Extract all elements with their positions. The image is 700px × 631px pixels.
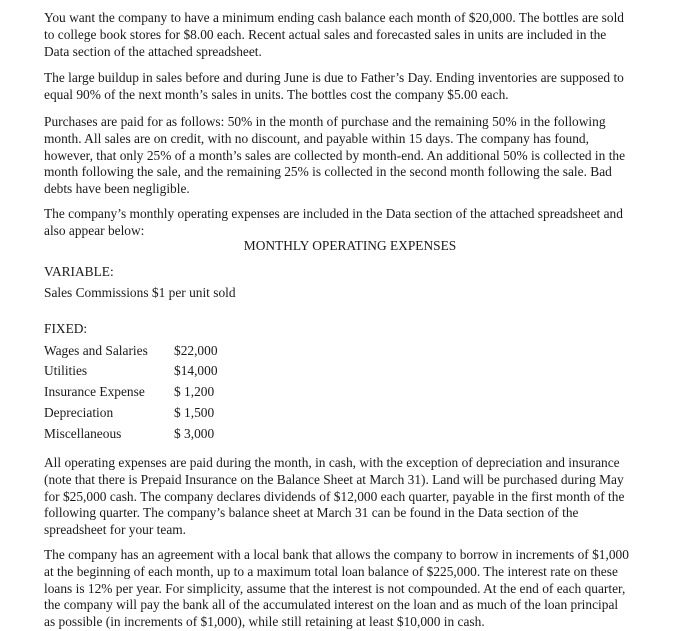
variable-label: VARIABLE: xyxy=(44,264,114,279)
paragraph-inventory xyxy=(44,70,656,104)
paragraph-payment-terms xyxy=(44,455,656,539)
text-line: The company’s monthly operating expenses are included in the Data section of the attached spreadsheet and xyxy=(44,206,623,221)
text-line: (note that there is Prepaid Insurance on the Balance Sheet at March 31). Land will be purchased during May xyxy=(44,471,624,487)
text-line: equal 90% of the next month’s sales in units. The bottles cost the company $5.00 each. xyxy=(44,86,509,102)
text-line: loans is 12% per year. For simplicity, assume that the interest is not compounded. At the end of each quarter, xyxy=(44,580,626,596)
text-line: also appear below: xyxy=(44,222,145,238)
expense-amount: $14,000 xyxy=(174,363,218,378)
text-line: debts have been negligible. xyxy=(44,181,190,197)
expenses-heading: MONTHLY OPERATING EXPENSES xyxy=(243,238,457,253)
text-line: Data section of the attached spreadsheet. xyxy=(44,43,262,59)
text-line: however, that only 25% of a month’s sales are collected by month-end. An additional 50% is collected in the xyxy=(44,147,626,163)
expense-amount: $ 3,000 xyxy=(174,426,215,441)
text-line: at the beginning of each month, up to a maximum total loan balance of $225,000. The interest rate on these xyxy=(44,563,618,579)
expense-name: Miscellaneous xyxy=(44,426,122,441)
fixed-expense-row xyxy=(44,384,244,402)
paragraph-operating-expenses-intro xyxy=(44,206,656,240)
text-line: month following the sale, and the remaining 25% is collected in the second month following the sale. Bad xyxy=(44,164,612,180)
text-line: The company has an agreement with a local bank that allows the company to borrow in increments of $1,000 xyxy=(44,547,629,562)
text-line: month. All sales are on credit, with no discount, and payable within 15 days. The company has found, xyxy=(44,130,589,146)
text-line: to college book stores for $8.00 each. Recent actual sales and forecasted sales in units are included in the xyxy=(44,26,607,42)
fixed-expense-row xyxy=(44,363,244,381)
expense-amount: $ 1,200 xyxy=(174,384,215,399)
text-line: The large buildup in sales before and during June is due to Father’s Day. Ending inventories are supposed to xyxy=(44,70,624,85)
expense-amount: $ 1,500 xyxy=(174,405,215,420)
fixed-label: FIXED: xyxy=(44,321,88,336)
text-line: All operating expenses are paid during the month, in cash, with the exception of depreciation and insurance xyxy=(44,455,620,470)
text-line: the company will pay the bank all of the accumulated interest on the loan and as much of the loan principal xyxy=(44,597,619,613)
text-line: spreadsheet for your team. xyxy=(44,522,187,538)
expense-name: Utilities xyxy=(44,363,88,378)
text-line: You want the company to have a minimum ending cash balance each month of $20,000. The bottles are sold xyxy=(44,10,625,25)
expense-name: Insurance Expense xyxy=(44,384,145,399)
fixed-expense-row xyxy=(44,405,244,423)
expense-name: Depreciation xyxy=(44,405,114,420)
text-line: for $25,000 cash. The company declares dividends of $12,000 each quarter, payable in the first month of the xyxy=(44,488,625,504)
expense-name: Wages and Salaries xyxy=(44,343,148,358)
text-line: as possible (in increments of $1,000), while still retaining at least $10,000 in cash. xyxy=(44,614,485,630)
paragraph-bank-loan xyxy=(44,547,656,631)
fixed-expense-row xyxy=(44,426,244,444)
text-line: Purchases are paid for as follows: 50% in the month of purchase and the remaining 50% in the following xyxy=(44,114,606,129)
expense-amount: $22,000 xyxy=(174,343,218,358)
text-line: following quarter. The company’s balance sheet at March 31 can be found in the Data section of the xyxy=(44,505,579,521)
paragraph-purchases-collections xyxy=(44,114,656,198)
sales-commissions-line: Sales Commissions $1 per unit sold xyxy=(44,285,236,300)
paragraph-cash-balance xyxy=(44,10,656,60)
fixed-expense-row xyxy=(44,343,244,361)
